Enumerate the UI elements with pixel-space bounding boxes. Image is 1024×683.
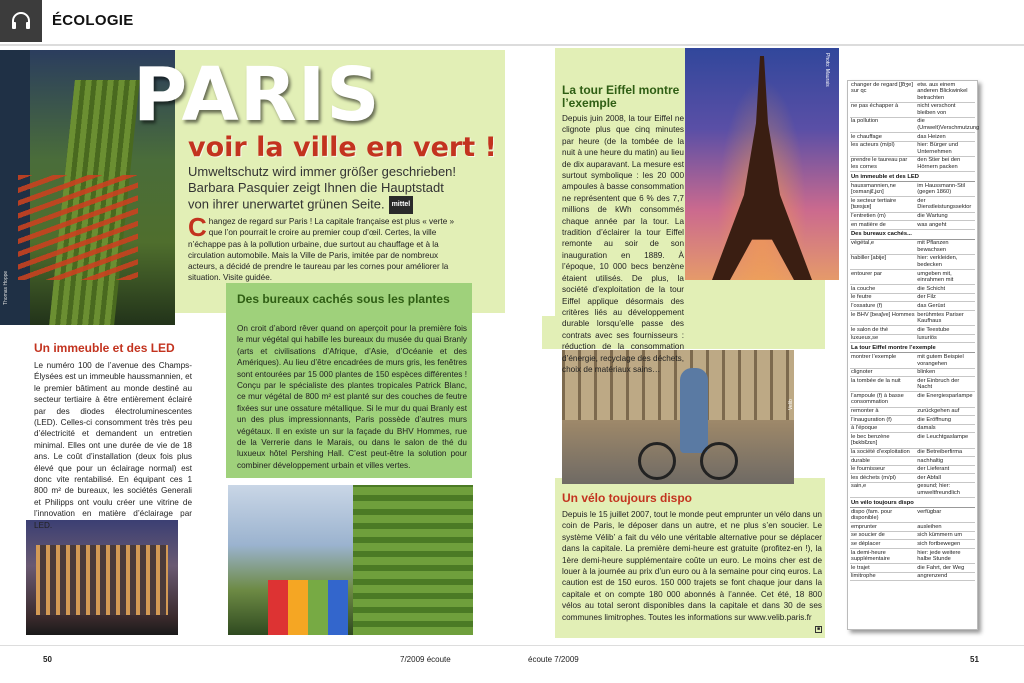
- section-heading-bureaux: Des bureaux cachés sous les plantes: [237, 292, 450, 306]
- footer-line: [0, 645, 1024, 646]
- glossary-row: [850, 213, 975, 222]
- glossary-french: la pollution: [851, 118, 879, 125]
- level-badge: mittel: [389, 196, 414, 214]
- drop-cap: C: [188, 212, 207, 242]
- article-title: PARIS: [133, 52, 381, 138]
- glossary-german: die Energiesparlampe: [917, 392, 973, 399]
- glossary-row: [850, 483, 975, 498]
- glossary-german: die Wartung: [917, 213, 948, 219]
- glossary-row: [850, 564, 975, 573]
- led-building-photo: [26, 520, 178, 635]
- glossary-french: habiller [abije]: [851, 255, 887, 262]
- glossary-german: mit gutem Beispiel vorangehen: [917, 353, 964, 367]
- glossary-row: [850, 377, 975, 392]
- glossary-french: l’inauguration (f): [851, 416, 892, 423]
- glossary-french: durable: [851, 457, 870, 464]
- glossary-german: die Eröffnung: [917, 416, 951, 423]
- glossary-heading: Un immeuble et des LED: [850, 172, 975, 182]
- glossary-row: [850, 133, 975, 142]
- vertical-garden-photo: [228, 485, 473, 635]
- glossary-german: umgeben mit, einrahmen mit: [917, 270, 954, 284]
- glossary-french: la tombée de la nuit: [851, 377, 901, 384]
- glossary-row: [850, 449, 975, 458]
- section-text-eiffel: Depuis juin 2008, la tour Eiffel ne clignote plus que cinq minutes par heure (de la tombée de la nuit à une heure du matin) au lieu de dix auparavant. La mesure est surtout symbolique : les 20 000 ampoules à basse consommation ne représentent que 6 % des 7,7 millions de kWh consommés chaque année par la tour. La tradition d’éclairer la tour Eiffel remonte au soir de son inauguration en 1889. À l’époque, 10 000 becs benzène étaient utilisés. De plus, la société d’exploitation de la tour Eiffel applique désormais des critères liés au développement durable lorsqu’elle passe des contrats avec ses fournisseurs : réduction de la consommation d’énergie, recyclage des déchets, choix de matériaux sains…: [562, 114, 684, 374]
- glossary-french: sain,e: [851, 483, 867, 490]
- glossary-row: [850, 255, 975, 270]
- glossary-german: etw. aus einem anderen Blickwinkel betrachten: [917, 81, 968, 101]
- glossary-row: [850, 474, 975, 483]
- glossary-french: emprunter: [851, 523, 877, 530]
- glossary-row: [850, 457, 975, 466]
- glossary-german: gesund; hier: umweltfreundlich: [917, 483, 960, 496]
- glossary-french: les acteurs (m/pl): [851, 142, 895, 149]
- glossary-german: die (Umwelt)Verschmutzung: [917, 118, 980, 132]
- green-building-photo: Thomas Hoppe: [0, 50, 175, 325]
- glossary-row: [850, 523, 975, 532]
- glossary-german: blinken: [917, 369, 936, 376]
- glossary-german: der Dienstleistungssektor: [917, 197, 972, 211]
- glossary-french: le secteur tertiaire [tɛʀsjɛʀ]: [851, 197, 897, 211]
- glossary-row: [850, 369, 975, 378]
- glossary-german: der Abfall: [917, 474, 941, 481]
- glossary-french: le fournisseur: [851, 466, 886, 473]
- glossary-row: [850, 294, 975, 303]
- issue-label-left: 7/2009 écoute: [400, 655, 451, 664]
- glossary-row: [850, 532, 975, 541]
- chapo-paragraph: Changez de regard sur Paris ! La capitale française est plus « verte » que l’on pourrait le croire au premier coup d’œil. Certes, la ville n’échappe pas à la pollution urbaine, due surtout au chauffage et à la circulation automobile. Mais la Ville de Paris, imitée par de nombreux acteurs, a décidé de prendre le taureau par les cornes pour améliorer la situation. Visite guidée.: [188, 212, 455, 283]
- glossary-row: [850, 157, 975, 172]
- glossary-french: l’entretien (m): [851, 213, 886, 219]
- glossary-row: [850, 142, 975, 157]
- glossary-french: se soucier de: [851, 532, 885, 539]
- section-heading-led: Un immeuble et des LED: [34, 341, 175, 355]
- glossary-german: der Einbruch der Nacht: [917, 377, 960, 391]
- glossary-german: verfügbar: [917, 508, 942, 515]
- glossary-german: sich fortbewegen: [917, 540, 961, 547]
- glossary-french: l’ossature (f): [851, 302, 883, 309]
- glossary-french: le bec benzène [bɛkbɛ̃zɛn]: [851, 433, 890, 447]
- page-number-right: 51: [970, 655, 979, 664]
- glossary-french: luxueux,se: [851, 335, 879, 342]
- eiffel-tower-photo: Photo: Maurais: [685, 48, 839, 280]
- section-heading-velo: Un vélo toujours dispo: [562, 491, 693, 505]
- glossary-row: [850, 573, 975, 582]
- glossary-row: [850, 197, 975, 212]
- glossary-german: die Teestube: [917, 326, 950, 333]
- end-mark-icon: ■: [816, 626, 821, 632]
- glossary-german: mit Pflanzen bewachsen: [917, 240, 949, 253]
- glossary-row: [850, 508, 975, 523]
- glossary-french: limitrophe: [851, 573, 876, 580]
- glossary-german: hier: jede weitere halbe Stunde: [917, 549, 961, 563]
- glossary-french: le feutre: [851, 294, 872, 301]
- glossary-french: ne pas échapper à: [851, 103, 899, 110]
- glossary-german: berühmtes Pariser Kaufhaus: [917, 311, 964, 325]
- glossary-row: [850, 335, 975, 344]
- glossary-german: im Haussmann-Stil (gegen 1860): [917, 182, 965, 196]
- glossary-german: hier: verkleiden, bedecken: [917, 255, 958, 268]
- glossary-german: hier: Bürger und Unternehmen: [917, 142, 959, 155]
- glossary-row: [850, 549, 975, 564]
- glossary-french: prendre le taureau par les cornes: [851, 157, 908, 171]
- glossary-french: changer de regard [ʃɑ̃ʒe] sur qc: [851, 81, 913, 95]
- glossary-french: montrer l’exemple: [851, 353, 897, 360]
- article-subtitle: voir la ville en vert !: [188, 132, 497, 163]
- eiffel-panel-ext: [685, 280, 825, 316]
- glossary-german: das Gerüst: [917, 302, 946, 309]
- glossary-french: clignoter: [851, 369, 873, 376]
- glossary-french: le trajet: [851, 564, 870, 571]
- glossary-german: angrenzend: [917, 573, 948, 580]
- glossary-french: la société d’exploitation: [851, 449, 910, 456]
- section-text-velo: Depuis le 15 juillet 2007, tout le monde peut emprunter un vélo dans un coin de Paris, le déposer dans un autre, et ne plus s’en soucier. Le système Vélib’ a fait du vélo une véritable alternative pour se déplacer dans la capitale. La première demi-heure est gratuite (profitez-en !), la 1ère demi-heure supplémentaire coûte un euro. Le moins cher est de louer à la journée au prix d’un euro ou à la semaine pour cinq euros. La caution est de 150 euros. 150 000 trajets se font chaque jour dans la capitale et on compte 180 000 abonnés à l’année. Cet été, 18 800 vélos au total seront disponibles dans la capitale et dans 30 de ses communes limitrophes. Toutes les informations sur www.velib.paris.fr: [562, 510, 822, 622]
- glossary-row: [850, 118, 980, 133]
- velib-photo: Velib: [562, 350, 794, 484]
- glossary-french: végétal,e: [851, 240, 875, 247]
- glossary-german: der Lieferant: [917, 466, 950, 473]
- glossary-row: [850, 326, 975, 335]
- glossary-french: dispo (fam. pour disponible): [851, 508, 893, 522]
- glossary-heading: La tour Eiffel montre l’exemple: [850, 343, 975, 353]
- glossary-heading: Un vélo toujours dispo: [850, 498, 975, 508]
- glossary-row: [850, 466, 975, 475]
- glossary-german: der Filz: [917, 294, 936, 301]
- glossary-german: zurückgehen auf: [917, 408, 960, 415]
- glossary-french: la demi-heure supplémentaire: [851, 549, 890, 563]
- glossary-row: [850, 408, 975, 417]
- glossary-row: [850, 425, 975, 434]
- glossary-row: [850, 270, 975, 285]
- top-bar: [0, 0, 1024, 46]
- glossary-german: die Schicht: [917, 285, 946, 292]
- issue-label-right: écoute 7/2009: [528, 655, 579, 664]
- glossary-german: sich kümmern um: [917, 532, 963, 539]
- glossary-german: nachhaltig: [917, 457, 944, 464]
- glossary-row: [850, 302, 975, 311]
- glossary-german: das Heizen: [917, 133, 946, 140]
- article-intro: Umweltschutz wird immer größer geschrieben! Barbara Pasquier zeigt Ihnen die Hauptstadt von ihrer unerwartet grünen Seite. mittel: [188, 164, 468, 214]
- glossary-german: damals: [917, 425, 936, 432]
- glossary-heading: Des bureaux cachés...: [850, 230, 975, 240]
- section-heading-eiffel: La tour Eiffel montre l’exemple: [562, 83, 680, 110]
- glossary-french: entourer par: [851, 270, 882, 277]
- glossary-french: le salon de thé: [851, 326, 888, 333]
- glossary-german: ausleihen: [917, 523, 942, 530]
- section-text-led: Le numéro 100 de l’avenue des Champs-Élysées est un immeuble haussmannien, et le premier bâtiment au monde destiné au secteur tertiaire à être entièrement éclairé par des diodes électroluminescentes (LED). Celles-ci consomment très très peu d’électricité et demandent un entretien minimal. Elles ont une durée de vie de 18 ans. Le coût d’installation (deux fois plus élevé que pour un éclairage normal) est donc vite rentabilisé. En équipant ces 1 800 m² de bureaux, les sociétés Generali et Philipps ont voulu créer une vitrine de l’innovation en matière d’éclairage par LED.: [34, 361, 192, 530]
- glossary-row: [850, 353, 975, 368]
- glossary-german: die Fahrt, der Weg: [917, 564, 965, 571]
- glossary-french: haussmannien,ne [osmanjɛ̃,jɛn]: [851, 182, 896, 196]
- glossary-french: les déchets (m/pl): [851, 474, 896, 481]
- glossary-row: [850, 311, 975, 326]
- page-number-left: 50: [43, 655, 52, 664]
- glossary-row: [850, 392, 975, 407]
- section-title: ÉCOLOGIE: [52, 12, 134, 29]
- glossary-row: [850, 240, 975, 255]
- glossary-french: le chauffage: [851, 133, 882, 140]
- glossary-row: [850, 433, 975, 448]
- glossary-french: se déplacer: [851, 540, 881, 547]
- glossary-french: l’ampoule (f) à basse consommation: [851, 392, 904, 406]
- glossary-german: die Betreiberfirma: [917, 449, 963, 456]
- glossary-french: le BHV [beaʃve] Hommes: [851, 311, 915, 318]
- glossary-german: den Stier bei den Hörnern packen: [917, 157, 961, 171]
- glossary-french: remonter à: [851, 408, 879, 415]
- glossary-box: [847, 80, 978, 630]
- glossary-row: [850, 416, 975, 425]
- glossary-row: [850, 285, 975, 294]
- headphones-icon: [0, 0, 42, 42]
- glossary-german: die Leuchtgaslampe: [917, 433, 969, 440]
- glossary-row: [850, 103, 975, 118]
- glossary-german: nicht verschont bleiben von: [917, 103, 956, 116]
- section-text-bureaux: On croit d’abord rêver quand on aperçoit pour la première fois le mur végétal qui habille les bureaux du musée du quai Branly (arts et civilisations d’Afrique, d’Asie, d’Océanie et des Amériques). Au lieu d’être encadrées de murs gris, les fenêtres sont entourées par 15 000 plantes de 150 espèces différentes ! Conçu par le spécialiste des plantes tropicales Patrick Blanc, ce mur végétal de 800 m² est planté sur des couches de feutre fixées sur une ossature métallique. Si le mur du quai Branly est un des plus impressionnants, Paris possède d’autres murs végétaux. Il en existe un sur la façade du BHV Hommes, rue de la Verrerie dans le Marais, ou dans le salon de thé du luxueux hôtel Pershing Hall. C’est peut-être la solution pour combiner développement urbain et villes vertes.: [237, 324, 467, 470]
- glossary-french: à l’époque: [851, 425, 878, 432]
- glossary-german: luxuriös: [917, 335, 937, 342]
- glossary-row: [850, 540, 975, 549]
- glossary-row: [850, 221, 975, 230]
- glossary-german: was angeht: [917, 221, 947, 228]
- header-divider: [0, 44, 1024, 46]
- glossary-french: en matière de: [851, 221, 886, 228]
- glossary-row: [850, 182, 975, 197]
- glossary-french: la couche: [851, 285, 876, 292]
- glossary-row: [850, 81, 975, 103]
